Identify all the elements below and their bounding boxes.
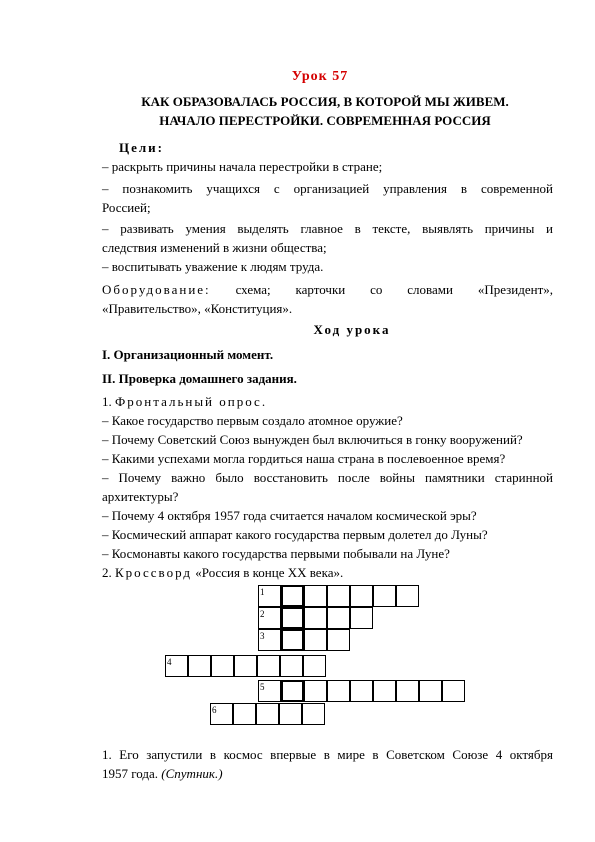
crossword-clue-number: 4 <box>167 657 172 667</box>
crossword-cell <box>396 585 419 607</box>
goals-heading: Цели: <box>119 140 164 155</box>
goal-line: – познакомить учащихся с организацией управления в современной <box>102 181 553 196</box>
question-line: – Почему 4 октября 1957 года считается началом космической эры? <box>102 508 477 523</box>
crossword-cell <box>303 655 326 677</box>
crossword-cell <box>304 607 327 629</box>
crossword-cell <box>304 680 327 702</box>
lesson-title <box>95 92 555 130</box>
question-line: – Какое государство первым создало атомное оружие? <box>102 413 403 428</box>
crossword-cell <box>373 585 396 607</box>
goal-line: – раскрыть причины начала перестройки в стране; <box>102 159 383 174</box>
crossword-cell <box>233 703 256 725</box>
goal-line: Россией; <box>102 200 151 215</box>
question-line: – Космонавты какого государства первыми побывали на Луне? <box>102 546 450 561</box>
clue-1-answer: (Спутник.) <box>161 766 223 781</box>
crossword-heading <box>102 563 553 582</box>
crossword-cell <box>327 585 350 607</box>
crossword-cell <box>257 655 280 677</box>
crossword-cell <box>327 629 350 651</box>
crossword-clue-number: 1 <box>260 587 265 597</box>
crossword-cell <box>304 585 327 607</box>
crossword-cell <box>302 703 325 725</box>
crossword-label: Кроссворд <box>115 565 193 580</box>
equipment-label: Оборудование: <box>102 282 211 297</box>
question-line: архитектуры? <box>102 489 179 504</box>
crossword-cell <box>419 680 442 702</box>
crossword-title: «Россия в конце XX века». <box>195 565 344 580</box>
crossword-key-cell <box>281 629 304 651</box>
crossword-cell <box>327 607 350 629</box>
crossword-cell <box>279 703 302 725</box>
section-1: I. Организационный момент. <box>102 347 274 362</box>
survey-label: Фронтальный опрос. <box>115 394 268 409</box>
crossword-cell <box>350 680 373 702</box>
crossword-cell <box>234 655 257 677</box>
crossword-key-cell <box>281 680 304 702</box>
question-line: – Какими успехами могла гордиться наша страна в послевоенное время? <box>102 451 506 466</box>
crossword-cell <box>350 607 373 629</box>
crossword-cell <box>280 655 303 677</box>
crossword-cell <box>327 680 350 702</box>
lesson-course-heading: Ход урока <box>313 322 391 337</box>
equipment-line <box>102 280 553 299</box>
crossword-cell <box>396 680 419 702</box>
equipment-text: схема; карточки со словами «Президент», <box>235 282 553 297</box>
question-line: – Почему важно было восстановить после войны памятники старинной <box>102 470 553 485</box>
crossword-clue-number: 3 <box>260 631 265 641</box>
crossword-cell <box>304 629 327 651</box>
goal-line: следствия изменений в жизни общества; <box>102 240 327 255</box>
question-line: – Почему Советский Союз вынужден был включиться в гонку вооружений? <box>102 432 523 447</box>
section-2: II. Проверка домашнего задания. <box>102 371 297 386</box>
crossword-number: 2. <box>102 565 112 580</box>
goal-line: – воспитывать уважение к людям труда. <box>102 259 324 274</box>
title-line-2: НАЧАЛО ПЕРЕСТРОЙКИ. СОВРЕМЕННАЯ РОССИЯ <box>159 113 491 128</box>
clue-1-text: 1957 года. <box>102 766 159 781</box>
survey-number: 1. <box>102 394 112 409</box>
crossword-clue-number: 5 <box>260 682 265 692</box>
crossword-cell <box>350 585 373 607</box>
crossword-cell <box>211 655 234 677</box>
goal-line: – развивать умения выделять главное в тексте, выявлять причины и <box>102 221 553 236</box>
clue-1-line-2 <box>102 764 553 783</box>
title-line-1: КАК ОБРАЗОВАЛАСЬ РОССИЯ, В КОТОРОЙ МЫ ЖИВЕМ. <box>141 94 509 109</box>
lesson-number: Урок 57 <box>291 69 349 84</box>
crossword-cell <box>373 680 396 702</box>
crossword-cell <box>256 703 279 725</box>
crossword-cell <box>442 680 465 702</box>
crossword-clue-number: 6 <box>212 705 217 715</box>
crossword-key-cell <box>281 607 304 629</box>
survey-heading <box>102 392 553 411</box>
crossword-key-cell <box>281 585 304 607</box>
crossword-clue-number: 2 <box>260 609 265 619</box>
crossword-cell <box>188 655 211 677</box>
clue-1-line-1: 1. Его запустили в космос впервые в мире в Советском Союзе 4 октября <box>102 747 553 762</box>
question-line: – Космический аппарат какого государства первым долетел до Луны? <box>102 527 488 542</box>
equipment-line-2: «Правительство», «Конституция». <box>102 301 293 316</box>
